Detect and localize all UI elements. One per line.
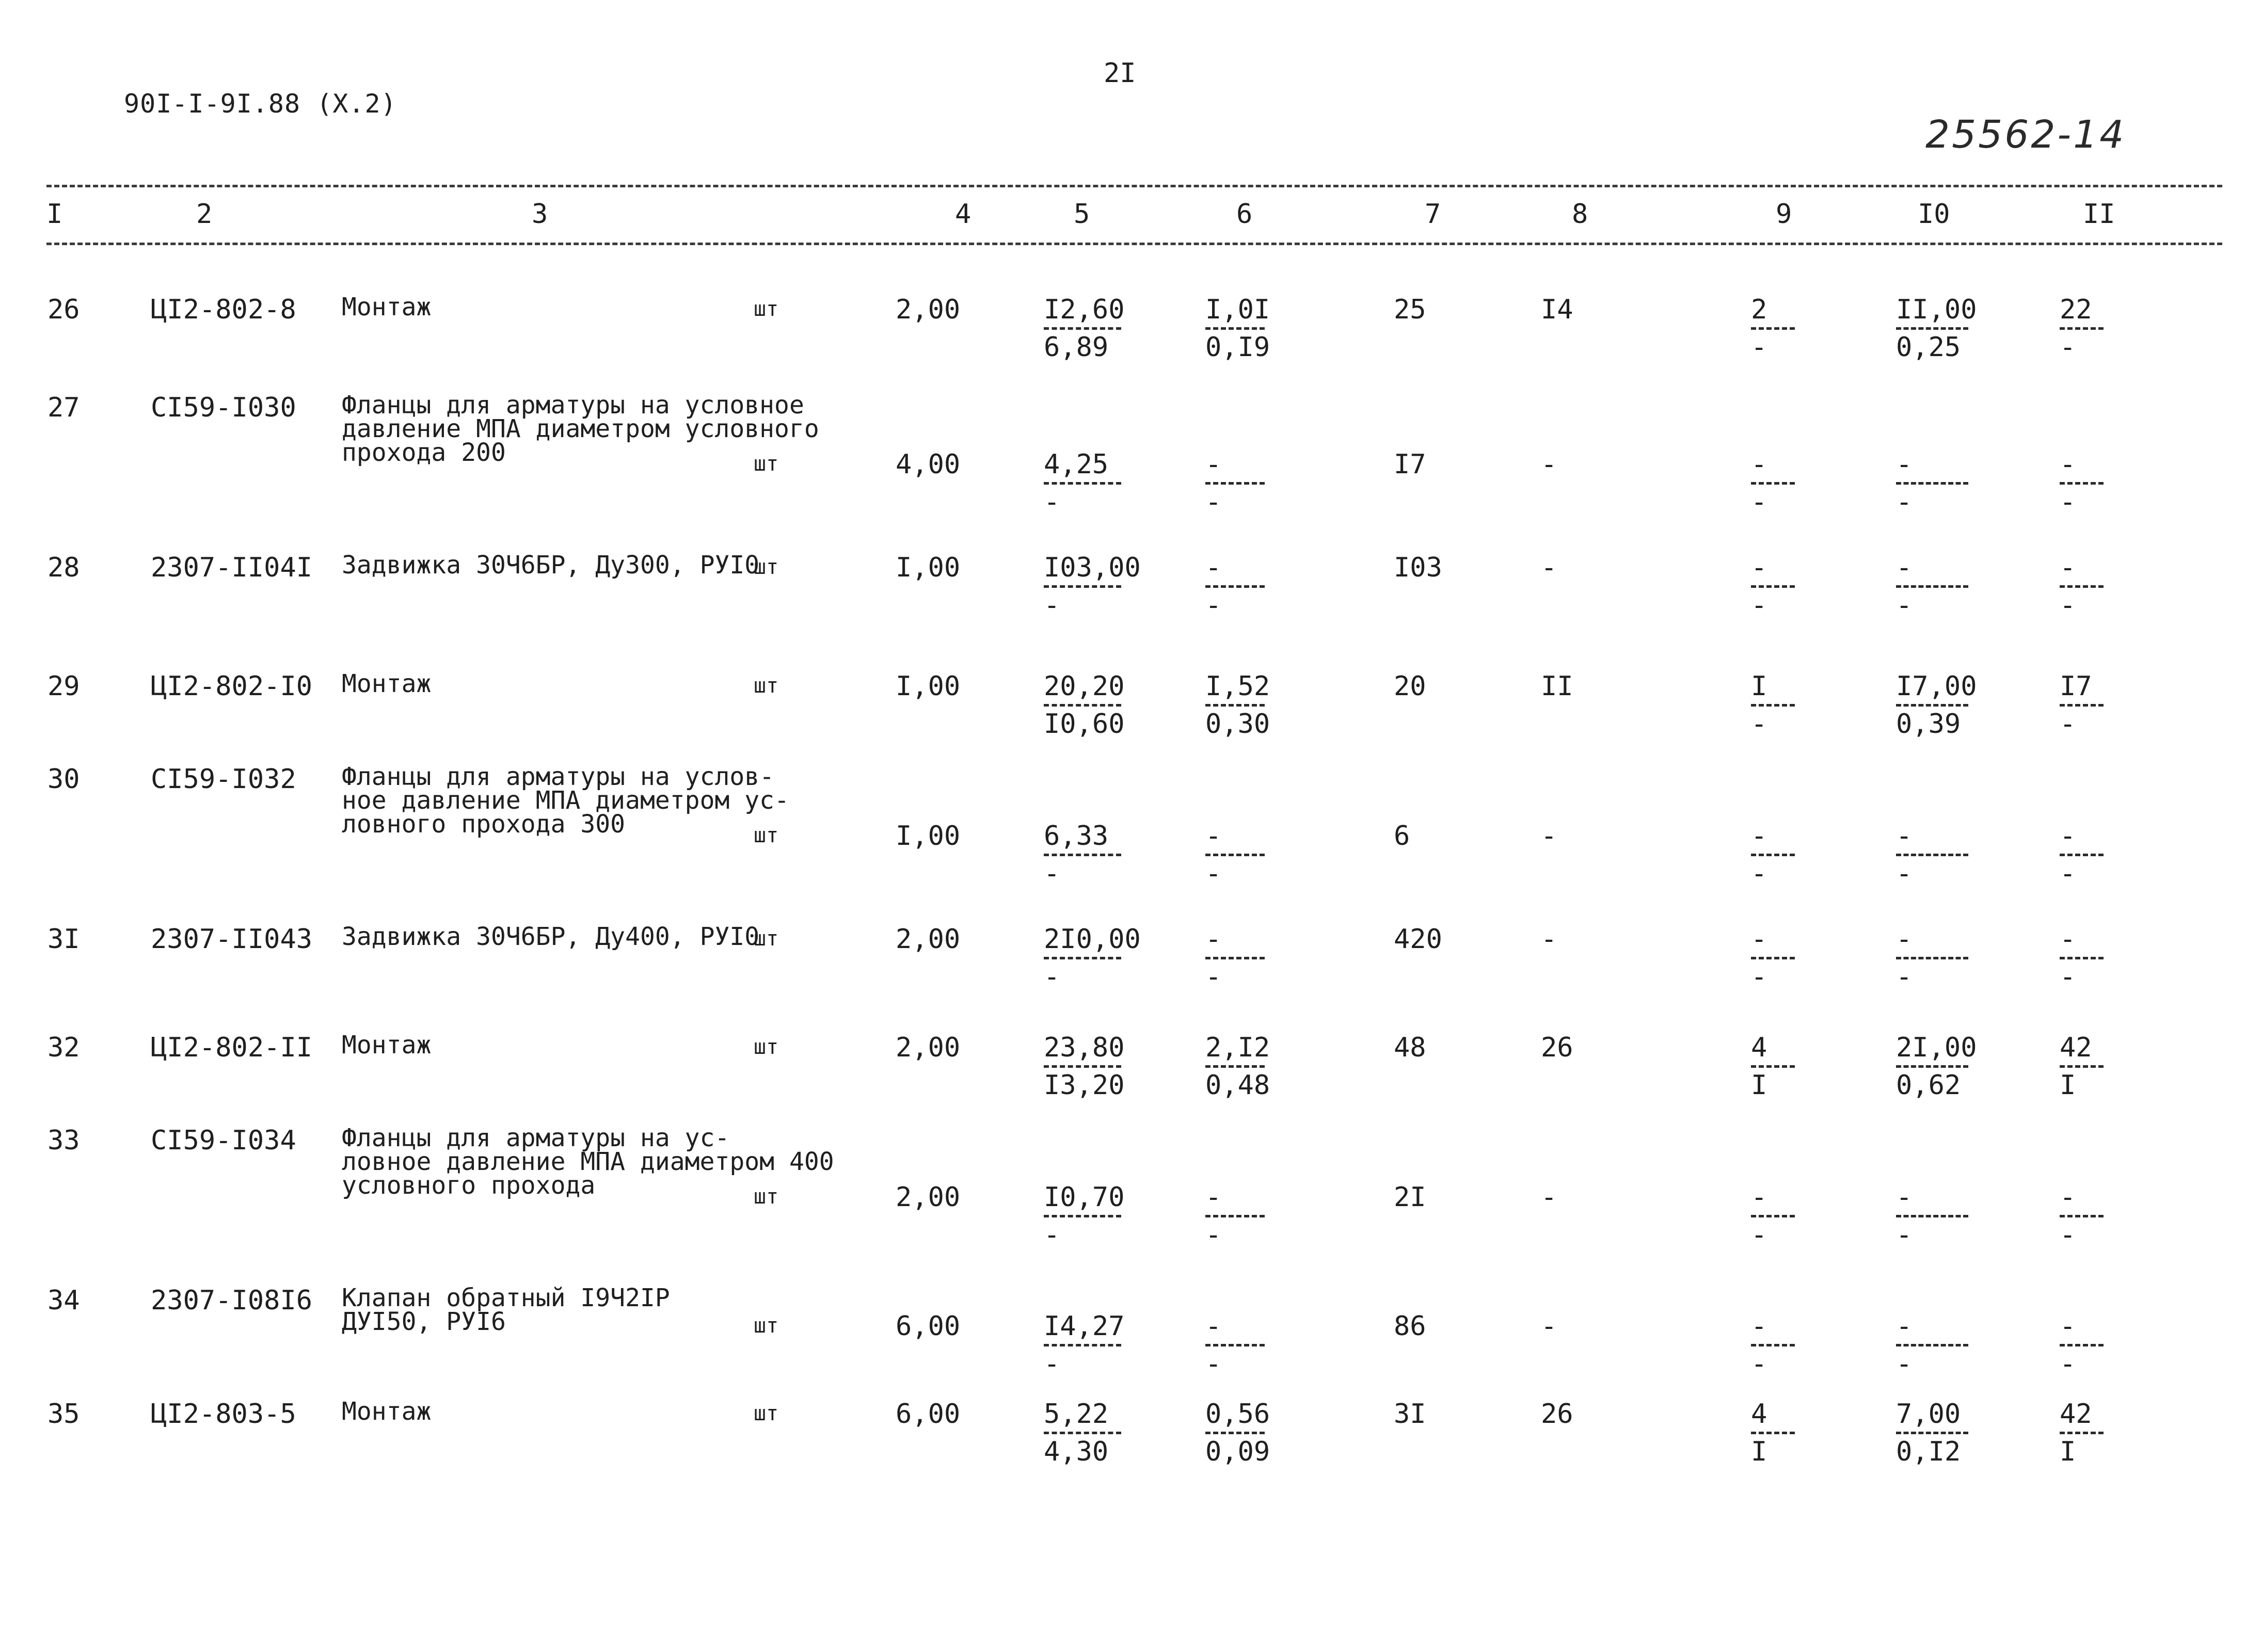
col6-value-denominator: - bbox=[1205, 1349, 1222, 1380]
col11-value-numerator: - bbox=[2060, 1182, 2076, 1213]
col11-value bbox=[2060, 924, 2104, 993]
col9-value bbox=[1751, 552, 1795, 622]
col10-value-numerator: I7,00 bbox=[1896, 671, 1977, 702]
col10-value-numerator: - bbox=[1896, 449, 1913, 480]
col10-value-fraction-bar bbox=[1896, 482, 1968, 485]
quantity: 6,00 bbox=[896, 1399, 961, 1430]
col11-value-denominator: I bbox=[2060, 1070, 2076, 1101]
unit-of-measure: шт bbox=[754, 824, 779, 847]
col7-value: 6 bbox=[1394, 821, 1410, 852]
col11-value bbox=[2060, 821, 2104, 890]
col6-value bbox=[1205, 1032, 1270, 1102]
col5-value-fraction-bar bbox=[1044, 1344, 1121, 1346]
rate-code: CI59-I030 bbox=[151, 392, 296, 423]
col11-value-fraction-bar bbox=[2060, 704, 2104, 707]
col5-value-numerator: 6,33 bbox=[1044, 821, 1109, 852]
col9-value-fraction-bar bbox=[1751, 1432, 1795, 1434]
col5-value bbox=[1044, 552, 1141, 622]
col5-value-denominator: - bbox=[1044, 590, 1060, 621]
col7-value: 25 bbox=[1394, 294, 1426, 325]
item-description-line: Монтаж bbox=[342, 1031, 432, 1060]
col9-value bbox=[1751, 671, 1795, 741]
col9-value-denominator: - bbox=[1751, 1349, 1767, 1380]
rate-code: ЦI2-802-I0 bbox=[151, 671, 313, 702]
col6-value-fraction-bar bbox=[1205, 1065, 1265, 1068]
row-number: 32 bbox=[47, 1032, 80, 1063]
col9-value-fraction-bar bbox=[1751, 1065, 1795, 1068]
col7-value: I03 bbox=[1394, 552, 1442, 583]
col9-value-numerator: - bbox=[1751, 1311, 1767, 1342]
col11-value bbox=[2060, 1182, 2104, 1252]
col5-value-numerator: 2I0,00 bbox=[1044, 924, 1141, 955]
item-description-line: ловное давление МПА диаметром 400 bbox=[342, 1147, 834, 1176]
col5-value bbox=[1044, 821, 1121, 890]
col5-value-fraction-bar bbox=[1044, 327, 1121, 330]
col11-value bbox=[2060, 1399, 2104, 1468]
item-description-line: Фланцы для арматуры на ус- bbox=[342, 1124, 730, 1152]
col10-value-numerator: - bbox=[1896, 1311, 1913, 1342]
col5-value-denominator: - bbox=[1044, 858, 1060, 889]
col7-value: 2I bbox=[1394, 1182, 1426, 1213]
column-header-3: 3 bbox=[532, 199, 548, 230]
col6-value bbox=[1205, 1311, 1265, 1381]
col11-value bbox=[2060, 1311, 2104, 1381]
item-description-line: ное давление МПА диаметром ус- bbox=[342, 786, 789, 815]
col8-value: I4 bbox=[1541, 294, 1573, 325]
col9-value-denominator: - bbox=[1751, 709, 1767, 740]
column-header-6: 6 bbox=[1236, 199, 1253, 230]
col11-value-numerator: 22 bbox=[2060, 294, 2092, 325]
col6-value-fraction-bar bbox=[1205, 1215, 1265, 1217]
unit-of-measure: шт bbox=[754, 297, 779, 321]
col10-value-fraction-bar bbox=[1896, 327, 1968, 330]
rate-code: CI59-I032 bbox=[151, 764, 296, 795]
col10-value-numerator: 2I,00 bbox=[1896, 1032, 1977, 1063]
quantity: 2,00 bbox=[896, 1182, 961, 1213]
col11-value-denominator: - bbox=[2060, 1220, 2076, 1250]
col5-value-denominator: I3,20 bbox=[1044, 1070, 1125, 1101]
col6-value bbox=[1205, 671, 1270, 741]
col10-value-fraction-bar bbox=[1896, 957, 1968, 959]
col9-value-denominator: - bbox=[1751, 1220, 1767, 1250]
column-header-7: 7 bbox=[1425, 199, 1441, 230]
item-description-line: Фланцы для арматуры на услов- bbox=[342, 762, 775, 791]
col11-value-fraction-bar bbox=[2060, 854, 2104, 856]
col11-value-numerator: - bbox=[2060, 552, 2076, 583]
item-description-line: Задвижка 30Ч6БР, Ду300, РУI0 bbox=[342, 551, 760, 580]
col5-value-denominator: - bbox=[1044, 1349, 1060, 1380]
quantity: 2,00 bbox=[896, 294, 961, 325]
col11-value bbox=[2060, 294, 2104, 364]
item-description-line: условного прохода bbox=[342, 1171, 596, 1200]
col11-value-denominator: - bbox=[2060, 961, 2076, 992]
column-header-1: I bbox=[46, 199, 63, 230]
col5-value-fraction-bar bbox=[1044, 854, 1121, 856]
col9-value-numerator: - bbox=[1751, 552, 1767, 583]
unit-of-measure: шт bbox=[754, 1185, 779, 1209]
col10-value-denominator: - bbox=[1896, 858, 1913, 889]
unit-of-measure: шт bbox=[754, 1314, 779, 1338]
col9-value bbox=[1751, 1399, 1795, 1468]
col6-value-numerator: I,0I bbox=[1205, 294, 1270, 325]
col8-value: - bbox=[1541, 1182, 1557, 1213]
item-description-line: давление МПА диаметром условного bbox=[342, 414, 819, 443]
col10-value-numerator: - bbox=[1896, 924, 1913, 955]
rate-code: 2307-I08I6 bbox=[151, 1285, 313, 1316]
col11-value-fraction-bar bbox=[2060, 585, 2104, 588]
col9-value-fraction-bar bbox=[1751, 482, 1795, 485]
col11-value-fraction-bar bbox=[2060, 1065, 2104, 1068]
col10-value bbox=[1896, 671, 1977, 741]
unit-of-measure: шт bbox=[754, 1035, 779, 1059]
handwritten-number: 25562-14 bbox=[1925, 113, 2126, 157]
col5-value-numerator: 5,22 bbox=[1044, 1399, 1109, 1430]
col9-value bbox=[1751, 1311, 1795, 1381]
col6-value-numerator: - bbox=[1205, 924, 1222, 955]
col9-value bbox=[1751, 294, 1795, 364]
column-header-9: 9 bbox=[1776, 199, 1792, 230]
col5-value-denominator: - bbox=[1044, 1220, 1060, 1250]
col6-value-numerator: - bbox=[1205, 449, 1222, 480]
col9-value-numerator: 4 bbox=[1751, 1399, 1767, 1430]
col9-value-numerator: 2 bbox=[1751, 294, 1767, 325]
unit-of-measure: шт bbox=[754, 1402, 779, 1425]
header-top-rule bbox=[46, 185, 2222, 187]
col9-value-fraction-bar bbox=[1751, 327, 1795, 330]
col11-value-numerator: - bbox=[2060, 449, 2076, 480]
col5-value bbox=[1044, 1399, 1121, 1468]
row-number: 34 bbox=[47, 1285, 80, 1316]
col10-value-fraction-bar bbox=[1896, 704, 1968, 707]
col6-value-numerator: 0,56 bbox=[1205, 1399, 1270, 1430]
col5-value-numerator: 4,25 bbox=[1044, 449, 1109, 480]
col11-value-fraction-bar bbox=[2060, 1344, 2104, 1346]
col10-value-denominator: - bbox=[1896, 961, 1913, 992]
col11-value-fraction-bar bbox=[2060, 1432, 2104, 1434]
col5-value-denominator: 4,30 bbox=[1044, 1436, 1109, 1467]
col10-value-numerator: - bbox=[1896, 821, 1913, 852]
col10-value bbox=[1896, 821, 1968, 890]
quantity: I,00 bbox=[896, 552, 961, 583]
col6-value-denominator: - bbox=[1205, 487, 1222, 518]
col7-value: 48 bbox=[1394, 1032, 1426, 1063]
column-header-8: 8 bbox=[1572, 199, 1588, 230]
unit-of-measure: шт bbox=[754, 674, 779, 698]
item-description-line: ДУI50, РУI6 bbox=[342, 1307, 506, 1336]
quantity: 6,00 bbox=[896, 1311, 961, 1342]
col11-value bbox=[2060, 552, 2104, 622]
col6-value-numerator: I,52 bbox=[1205, 671, 1270, 702]
col10-value-denominator: - bbox=[1896, 1349, 1913, 1380]
col11-value-denominator: - bbox=[2060, 1349, 2076, 1380]
col8-value: - bbox=[1541, 449, 1557, 480]
quantity: I,00 bbox=[896, 821, 961, 852]
col6-value-fraction-bar bbox=[1205, 1432, 1265, 1434]
col11-value-fraction-bar bbox=[2060, 1215, 2104, 1217]
col10-value bbox=[1896, 552, 1968, 622]
col8-value: II bbox=[1541, 671, 1573, 702]
col11-value-fraction-bar bbox=[2060, 957, 2104, 959]
col9-value-fraction-bar bbox=[1751, 957, 1795, 959]
header-bottom-rule bbox=[46, 243, 2222, 245]
col5-value-denominator: - bbox=[1044, 487, 1060, 518]
col6-value-numerator: 2,I2 bbox=[1205, 1032, 1270, 1063]
col9-value bbox=[1751, 1182, 1795, 1252]
col11-value-numerator: 42 bbox=[2060, 1399, 2092, 1430]
col10-value bbox=[1896, 1311, 1968, 1381]
col11-value-fraction-bar bbox=[2060, 327, 2104, 330]
col10-value-denominator: - bbox=[1896, 1220, 1913, 1250]
col10-value-denominator: 0,62 bbox=[1896, 1070, 1961, 1101]
col5-value-fraction-bar bbox=[1044, 482, 1121, 485]
col11-value-fraction-bar bbox=[2060, 482, 2104, 485]
col10-value bbox=[1896, 449, 1968, 519]
col6-value-numerator: - bbox=[1205, 821, 1222, 852]
col10-value bbox=[1896, 1182, 1968, 1252]
col9-value-fraction-bar bbox=[1751, 1344, 1795, 1346]
col10-value-denominator: - bbox=[1896, 487, 1913, 518]
column-header-10: I0 bbox=[1918, 199, 1950, 230]
col5-value bbox=[1044, 449, 1121, 519]
col11-value-numerator: - bbox=[2060, 821, 2076, 852]
col8-value: 26 bbox=[1541, 1032, 1573, 1063]
col10-value-denominator: 0,25 bbox=[1896, 332, 1961, 363]
col9-value-numerator: - bbox=[1751, 821, 1767, 852]
col7-value: I7 bbox=[1394, 449, 1426, 480]
col6-value bbox=[1205, 294, 1270, 364]
col6-value-numerator: - bbox=[1205, 1311, 1222, 1342]
col6-value-fraction-bar bbox=[1205, 854, 1265, 856]
col9-value-numerator: I bbox=[1751, 671, 1767, 702]
row-number: 33 bbox=[47, 1125, 80, 1156]
rate-code: ЦI2-802-8 bbox=[151, 294, 296, 325]
col5-value-fraction-bar bbox=[1044, 1432, 1121, 1434]
col7-value: 86 bbox=[1394, 1311, 1426, 1342]
item-description-line: Фланцы для арматуры на условное bbox=[342, 391, 804, 420]
document-code: 90I-I-9I.88 (X.2) bbox=[124, 89, 397, 119]
col9-value-numerator: 4 bbox=[1751, 1032, 1767, 1063]
col7-value: 3I bbox=[1394, 1399, 1426, 1430]
col9-value-denominator: - bbox=[1751, 332, 1767, 363]
col9-value-fraction-bar bbox=[1751, 585, 1795, 588]
item-description-line: Монтаж bbox=[342, 1397, 432, 1426]
col8-value: 26 bbox=[1541, 1399, 1573, 1430]
col6-value bbox=[1205, 449, 1265, 519]
item-description-line: ловного прохода 300 bbox=[342, 810, 626, 839]
col9-value bbox=[1751, 924, 1795, 993]
rate-code: 2307-II043 bbox=[151, 924, 313, 955]
row-number: 28 bbox=[47, 552, 80, 583]
item-description-line: Клапан обратный I9Ч2IР bbox=[342, 1284, 670, 1312]
col6-value-fraction-bar bbox=[1205, 585, 1265, 588]
col6-value bbox=[1205, 821, 1265, 890]
col5-value-denominator: I0,60 bbox=[1044, 709, 1125, 740]
col6-value-denominator: - bbox=[1205, 1220, 1222, 1250]
col11-value-denominator: I bbox=[2060, 1436, 2076, 1467]
col6-value bbox=[1205, 924, 1265, 993]
col10-value-fraction-bar bbox=[1896, 1065, 1968, 1068]
col9-value-denominator: - bbox=[1751, 487, 1767, 518]
col5-value-numerator: I2,60 bbox=[1044, 294, 1125, 325]
row-number: 35 bbox=[47, 1399, 80, 1430]
col9-value-numerator: - bbox=[1751, 449, 1767, 480]
col10-value bbox=[1896, 1032, 1977, 1102]
col6-value bbox=[1205, 1182, 1265, 1252]
col11-value bbox=[2060, 1032, 2104, 1102]
col9-value bbox=[1751, 449, 1795, 519]
unit-of-measure: шт bbox=[754, 927, 779, 951]
quantity: I,00 bbox=[896, 671, 961, 702]
col6-value bbox=[1205, 1399, 1270, 1468]
col6-value-denominator: - bbox=[1205, 858, 1222, 889]
col10-value-fraction-bar bbox=[1896, 854, 1968, 856]
col11-value-denominator: - bbox=[2060, 709, 2076, 740]
item-description-line: Монтаж bbox=[342, 293, 432, 322]
column-header-4: 4 bbox=[955, 199, 971, 230]
col9-value-denominator: I bbox=[1751, 1070, 1767, 1101]
col9-value bbox=[1751, 821, 1795, 890]
col5-value-denominator: 6,89 bbox=[1044, 332, 1109, 363]
col6-value-denominator: 0,30 bbox=[1205, 709, 1270, 740]
col6-value bbox=[1205, 552, 1265, 622]
col11-value-numerator: - bbox=[2060, 924, 2076, 955]
col5-value-numerator: I0,70 bbox=[1044, 1182, 1125, 1213]
col10-value-denominator: - bbox=[1896, 590, 1913, 621]
col9-value-denominator: I bbox=[1751, 1436, 1767, 1467]
quantity: 4,00 bbox=[896, 449, 961, 480]
col7-value: 420 bbox=[1394, 924, 1442, 955]
unit-of-measure: шт bbox=[754, 452, 779, 476]
col5-value-numerator: I03,00 bbox=[1044, 552, 1141, 583]
col6-value-fraction-bar bbox=[1205, 704, 1265, 707]
quantity: 2,00 bbox=[896, 1032, 961, 1063]
col6-value-denominator: 0,I9 bbox=[1205, 332, 1270, 363]
col9-value-numerator: - bbox=[1751, 924, 1767, 955]
col11-value-denominator: - bbox=[2060, 332, 2076, 363]
col9-value-fraction-bar bbox=[1751, 1215, 1795, 1217]
col9-value-numerator: - bbox=[1751, 1182, 1767, 1213]
col7-value: 20 bbox=[1394, 671, 1426, 702]
col11-value-numerator: 42 bbox=[2060, 1032, 2092, 1063]
col9-value bbox=[1751, 1032, 1795, 1102]
row-number: 26 bbox=[47, 294, 80, 325]
col6-value-denominator: - bbox=[1205, 961, 1222, 992]
col8-value: - bbox=[1541, 552, 1557, 583]
col10-value-numerator: - bbox=[1896, 1182, 1913, 1213]
col6-value-fraction-bar bbox=[1205, 482, 1265, 485]
col5-value-denominator: - bbox=[1044, 961, 1060, 992]
col9-value-denominator: - bbox=[1751, 858, 1767, 889]
page-number: 2I bbox=[1104, 58, 1136, 89]
col11-value-numerator: - bbox=[2060, 1311, 2076, 1342]
col11-value-denominator: - bbox=[2060, 487, 2076, 518]
rate-code: ЦI2-802-II bbox=[151, 1032, 313, 1063]
col10-value-fraction-bar bbox=[1896, 1432, 1968, 1434]
col5-value bbox=[1044, 671, 1125, 741]
col9-value-denominator: - bbox=[1751, 590, 1767, 621]
col6-value-denominator: - bbox=[1205, 590, 1222, 621]
col10-value-numerator: 7,00 bbox=[1896, 1399, 1961, 1430]
col6-value-denominator: 0,48 bbox=[1205, 1070, 1270, 1101]
col5-value-fraction-bar bbox=[1044, 957, 1121, 959]
col8-value: - bbox=[1541, 1311, 1557, 1342]
row-number: 27 bbox=[47, 392, 80, 423]
col6-value-numerator: - bbox=[1205, 1182, 1222, 1213]
quantity: 2,00 bbox=[896, 924, 961, 955]
col8-value: - bbox=[1541, 924, 1557, 955]
col5-value bbox=[1044, 1032, 1125, 1102]
col10-value-numerator: - bbox=[1896, 552, 1913, 583]
col9-value-fraction-bar bbox=[1751, 854, 1795, 856]
col11-value-denominator: - bbox=[2060, 590, 2076, 621]
col10-value bbox=[1896, 1399, 1968, 1468]
item-description-line: Монтаж bbox=[342, 669, 432, 698]
col5-value-numerator: 20,20 bbox=[1044, 671, 1125, 702]
row-number: 29 bbox=[47, 671, 80, 702]
col5-value bbox=[1044, 924, 1141, 993]
col5-value-fraction-bar bbox=[1044, 1065, 1121, 1068]
rate-code: CI59-I034 bbox=[151, 1125, 296, 1156]
col6-value-fraction-bar bbox=[1205, 327, 1265, 330]
col6-value-denominator: 0,09 bbox=[1205, 1436, 1270, 1467]
col11-value bbox=[2060, 671, 2104, 741]
col9-value-fraction-bar bbox=[1751, 704, 1795, 707]
item-description-line: Задвижка 30Ч6БР, Ду400, РУI0 bbox=[342, 922, 760, 951]
col10-value bbox=[1896, 294, 1977, 364]
col5-value-fraction-bar bbox=[1044, 704, 1121, 707]
col5-value-fraction-bar bbox=[1044, 1215, 1121, 1217]
col5-value bbox=[1044, 1311, 1125, 1381]
col10-value-denominator: 0,I2 bbox=[1896, 1436, 1961, 1467]
item-description-line: прохода 200 bbox=[342, 438, 506, 467]
row-number: 3I bbox=[47, 924, 80, 955]
row-number: 30 bbox=[47, 764, 80, 795]
rate-code: 2307-II04I bbox=[151, 552, 313, 583]
col6-value-fraction-bar bbox=[1205, 957, 1265, 959]
col11-value-numerator: I7 bbox=[2060, 671, 2092, 702]
col6-value-numerator: - bbox=[1205, 552, 1222, 583]
col10-value-fraction-bar bbox=[1896, 1344, 1968, 1346]
col10-value bbox=[1896, 924, 1968, 993]
col5-value-fraction-bar bbox=[1044, 585, 1121, 588]
col10-value-denominator: 0,39 bbox=[1896, 709, 1961, 740]
col11-value-denominator: - bbox=[2060, 858, 2076, 889]
col5-value-numerator: 23,80 bbox=[1044, 1032, 1125, 1063]
col5-value bbox=[1044, 1182, 1125, 1252]
unit-of-measure: шт bbox=[754, 555, 779, 579]
column-header-5: 5 bbox=[1074, 199, 1090, 230]
column-header-2: 2 bbox=[196, 199, 213, 230]
col8-value: - bbox=[1541, 821, 1557, 852]
rate-code: ЦI2-803-5 bbox=[151, 1399, 296, 1430]
col9-value-denominator: - bbox=[1751, 961, 1767, 992]
col10-value-numerator: II,00 bbox=[1896, 294, 1977, 325]
column-header-11: II bbox=[2083, 199, 2115, 230]
col5-value bbox=[1044, 294, 1125, 364]
col10-value-fraction-bar bbox=[1896, 585, 1968, 588]
col10-value-fraction-bar bbox=[1896, 1215, 1968, 1217]
col11-value bbox=[2060, 449, 2104, 519]
col6-value-fraction-bar bbox=[1205, 1344, 1265, 1346]
col5-value-numerator: I4,27 bbox=[1044, 1311, 1125, 1342]
